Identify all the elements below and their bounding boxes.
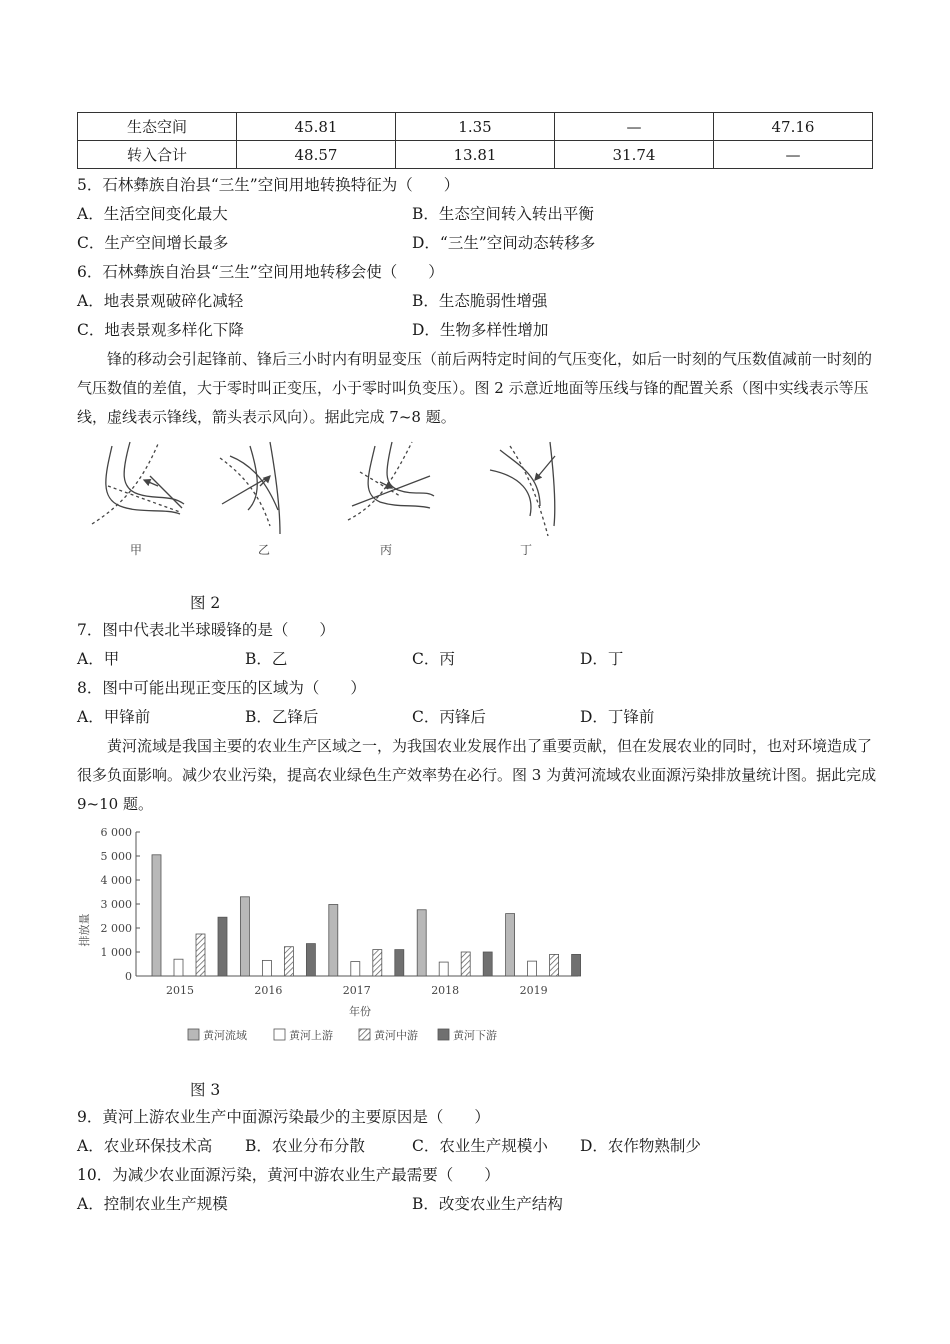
question-8-option-a: A．甲锋前 bbox=[77, 708, 151, 726]
y-tick-label: 5 000 bbox=[100, 850, 132, 863]
x-tick-label: 2015 bbox=[166, 984, 194, 997]
question-10-option-a: A．控制农业生产规模 bbox=[77, 1195, 228, 1213]
bar-2016-2 bbox=[284, 947, 293, 976]
question-5-option-d: D．“三生”空间动态转移多 bbox=[412, 234, 596, 252]
bar-2018-3 bbox=[483, 952, 492, 976]
bar-2016-3 bbox=[306, 944, 315, 976]
question-6-option-b: B．生态脆弱性增强 bbox=[412, 292, 548, 310]
y-tick-label: 4 000 bbox=[100, 874, 132, 887]
legend-swatch bbox=[188, 1029, 199, 1040]
bar-2016-1 bbox=[262, 960, 271, 976]
question-9-stem: 9．黄河上游农业生产中面源污染最少的主要原因是（ ） bbox=[77, 1108, 490, 1126]
question-5-stem: 5．石林彝族自治县“三生”空间用地转换特征为（ ） bbox=[77, 176, 460, 194]
panel-bing bbox=[348, 442, 434, 520]
bar-2019-3 bbox=[572, 954, 581, 976]
y-axis-label: 排放量 bbox=[78, 913, 91, 947]
panel-jia bbox=[92, 442, 184, 524]
table-cell: 13.81 bbox=[396, 141, 555, 169]
bar-2015-1 bbox=[174, 959, 183, 976]
table-row bbox=[78, 141, 873, 169]
question-9-option-a: A．农业环保技术高 bbox=[77, 1137, 213, 1155]
y-tick-label: 0 bbox=[125, 970, 132, 983]
question-9-option-c: C．农业生产规模小 bbox=[412, 1137, 548, 1155]
panel-yi bbox=[220, 442, 280, 534]
x-tick-label: 2017 bbox=[342, 984, 371, 997]
land-transfer-table bbox=[77, 112, 873, 169]
bar-2018-0 bbox=[417, 910, 426, 976]
question-6-option-d: D．生物多样性增加 bbox=[412, 321, 549, 339]
question-5-option-a: A．生活空间变化最大 bbox=[77, 205, 228, 223]
table-cell: 转入合计 bbox=[78, 141, 237, 169]
panel-label-yi: 乙 bbox=[258, 543, 271, 557]
question-7-option-c: C．丙 bbox=[412, 650, 455, 668]
bar-2017-2 bbox=[373, 950, 382, 976]
y-tick-label: 1 000 bbox=[100, 946, 132, 959]
panel-label-jia: 甲 bbox=[130, 543, 143, 557]
table-cell: 31.74 bbox=[555, 141, 714, 169]
table-cell: 生态空间 bbox=[78, 113, 237, 141]
legend-swatch bbox=[438, 1029, 449, 1040]
x-tick-label: 2018 bbox=[431, 984, 460, 997]
x-tick-label: 2016 bbox=[254, 984, 283, 997]
table-cell: 1.35 bbox=[396, 113, 555, 141]
bar-2019-2 bbox=[550, 954, 559, 976]
bar-2017-0 bbox=[329, 904, 338, 976]
table-cell: — bbox=[714, 141, 873, 169]
table-cell: 48.57 bbox=[237, 141, 396, 169]
bar-2017-3 bbox=[395, 950, 404, 976]
bar-2018-2 bbox=[461, 952, 470, 976]
question-7-option-d: D．丁 bbox=[580, 650, 624, 668]
x-tick-label: 2019 bbox=[519, 984, 548, 997]
question-6-stem: 6．石林彝族自治县“三生”空间用地转移会使（ ） bbox=[77, 263, 444, 281]
table-row bbox=[78, 113, 873, 141]
legend-swatch bbox=[274, 1029, 285, 1040]
x-axis-label: 年份 bbox=[349, 1005, 371, 1018]
y-tick-label: 3 000 bbox=[100, 898, 132, 911]
table-cell: — bbox=[555, 113, 714, 141]
question-10-option-b: B．改变农业生产结构 bbox=[412, 1195, 563, 1213]
legend-label: 黄河流域 bbox=[203, 1029, 247, 1042]
panel-label-bing: 丙 bbox=[380, 543, 393, 557]
question-9-option-d: D．农作物熟制少 bbox=[580, 1137, 701, 1155]
bar-2015-2 bbox=[196, 934, 205, 976]
legend-swatch bbox=[359, 1029, 370, 1040]
legend-label: 黄河下游 bbox=[453, 1029, 497, 1042]
bar-2015-0 bbox=[152, 855, 161, 976]
table-cell: 45.81 bbox=[237, 113, 396, 141]
question-8-option-d: D．丁锋前 bbox=[580, 708, 655, 726]
legend-label: 黄河上游 bbox=[289, 1029, 333, 1042]
question-10-stem: 10．为减少农业面源污染，黄河中游农业生产最需要（ ） bbox=[77, 1166, 500, 1184]
question-7-option-a: A．甲 bbox=[77, 650, 120, 668]
panel-ding bbox=[490, 442, 555, 536]
figure-3-caption: 图 3 bbox=[190, 1081, 221, 1099]
question-9-option-b: B．农业分布分散 bbox=[245, 1137, 365, 1155]
question-7-stem: 7．图中代表北半球暖锋的是（ ） bbox=[77, 621, 335, 639]
y-tick-label: 2 000 bbox=[100, 922, 132, 935]
question-7-option-b: B．乙 bbox=[245, 650, 288, 668]
question-6-option-c: C．地表景观多样化下降 bbox=[77, 321, 244, 339]
bar-2015-3 bbox=[218, 917, 227, 976]
bar-2019-1 bbox=[528, 961, 537, 976]
bar-2018-1 bbox=[439, 962, 448, 976]
passage-front: 锋的移动会引起锋前、锋后三小时内有明显变压（前后两特定时间的气压变化，如后一时刻的气压数值减前一时刻的气压数值的差值，大于零时叫正变压，小于零时叫负变压）。图 2 示意近地面等压线与锋的配置关系（图中实线表示等压线，虚线表示锋线，箭头表示风向）。据此完成 7~8 题。 bbox=[77, 350, 873, 426]
passage-yellow-river: 黄河流域是我国主要的农业生产区域之一，为我国农业发展作出了重要贡献，但在发展农业的同时，也对环境造成了很多负面影响。减少农业污染，提高农业绿色生产效率势在必行。图 3 为黄河流域农业面源污染排放量统计图。据此完成 9~10 题。 bbox=[77, 737, 877, 813]
question-5-option-b: B．生态空间转入转出平衡 bbox=[412, 205, 594, 223]
question-8-stem: 8．图中可能出现正变压的区域为（ ） bbox=[77, 679, 366, 697]
question-8-option-b: B．乙锋后 bbox=[245, 708, 319, 726]
legend-label: 黄河中游 bbox=[374, 1029, 418, 1042]
question-5-option-c: C．生产空间增长最多 bbox=[77, 234, 229, 252]
front-isobar-figure bbox=[80, 436, 580, 566]
y-tick-label: 6 000 bbox=[100, 826, 132, 839]
bar-2019-0 bbox=[506, 914, 515, 976]
pollution-bar-chart bbox=[78, 820, 598, 1055]
bar-2017-1 bbox=[351, 962, 360, 976]
bar-2016-0 bbox=[240, 897, 249, 976]
question-6-option-a: A．地表景观破碎化减轻 bbox=[77, 292, 244, 310]
figure-2-caption: 图 2 bbox=[190, 594, 221, 612]
panel-label-ding: 丁 bbox=[520, 543, 533, 557]
question-8-option-c: C．丙锋后 bbox=[412, 708, 486, 726]
table-cell: 47.16 bbox=[714, 113, 873, 141]
